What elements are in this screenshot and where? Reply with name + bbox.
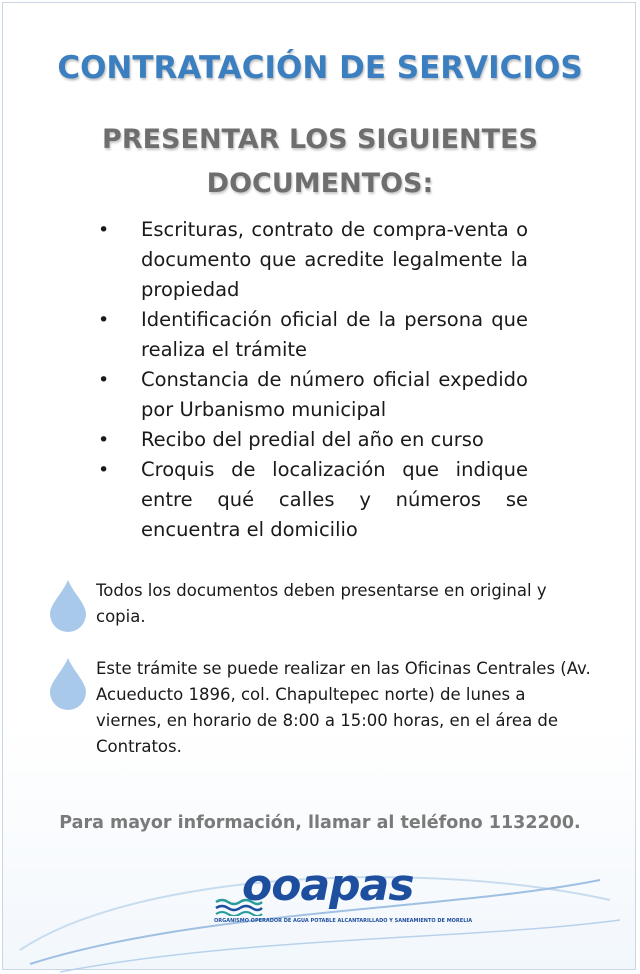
list-item: [96, 215, 528, 305]
section-heading-line-2: DOCUMENTOS:: [206, 168, 434, 199]
bullet-icon: •: [98, 309, 110, 331]
logo-tagline: ORGANISMO OPERADOR DE AGUA POTABLE ALCANTARILLADO Y SANEAMIENTO DE MORELIA: [214, 918, 473, 924]
section-heading: [0, 118, 640, 206]
bullet-icon: •: [98, 429, 110, 451]
water-drop-icon: [48, 656, 88, 710]
list-item: [96, 425, 528, 455]
document-item-text: Croquis de localización que indique entre qué calles y números se encuentra el domicilio: [141, 458, 528, 541]
note-originals-text: Todos los documentos deben presentarse en original y copia.: [96, 581, 547, 626]
document-item-text: Identificación oficial de la persona que realiza el trámite: [141, 308, 528, 361]
note-originals: [48, 578, 588, 638]
note-location: [48, 656, 591, 766]
section-heading-line-1: PRESENTAR LOS SIGUIENTES: [102, 124, 538, 155]
bullet-icon: •: [98, 459, 110, 481]
document-item-text: Recibo del predial del año en curso: [141, 428, 484, 451]
page-title: CONTRATACIÓN DE SERVICIOS: [57, 50, 583, 86]
document-item-text: Constancia de número oficial expedido por Urbanismo municipal: [141, 368, 528, 421]
ooapas-logo: [214, 860, 473, 930]
list-item: [96, 365, 528, 425]
list-item: [96, 455, 528, 545]
list-item: [96, 305, 528, 365]
contact-footer: Para mayor información, llamar al teléfono 1132200.: [59, 813, 581, 833]
document-item-text: Escrituras, contrato de compra-venta o documento que acredite legalmente la propiedad: [141, 218, 528, 301]
water-drop-icon: [48, 578, 88, 632]
logo-wordmark: ooapas: [242, 860, 414, 911]
note-location-text: Este trámite se puede realizar en las Oficinas Centrales (Av. Acueducto 1896, col. Chapultepec norte) de lunes a viernes, en horario de 8:00 a 15:00 horas, en el área de Contratos.: [96, 659, 591, 756]
documents-list: [96, 215, 528, 545]
bullet-icon: •: [98, 219, 110, 241]
bullet-icon: •: [98, 369, 110, 391]
